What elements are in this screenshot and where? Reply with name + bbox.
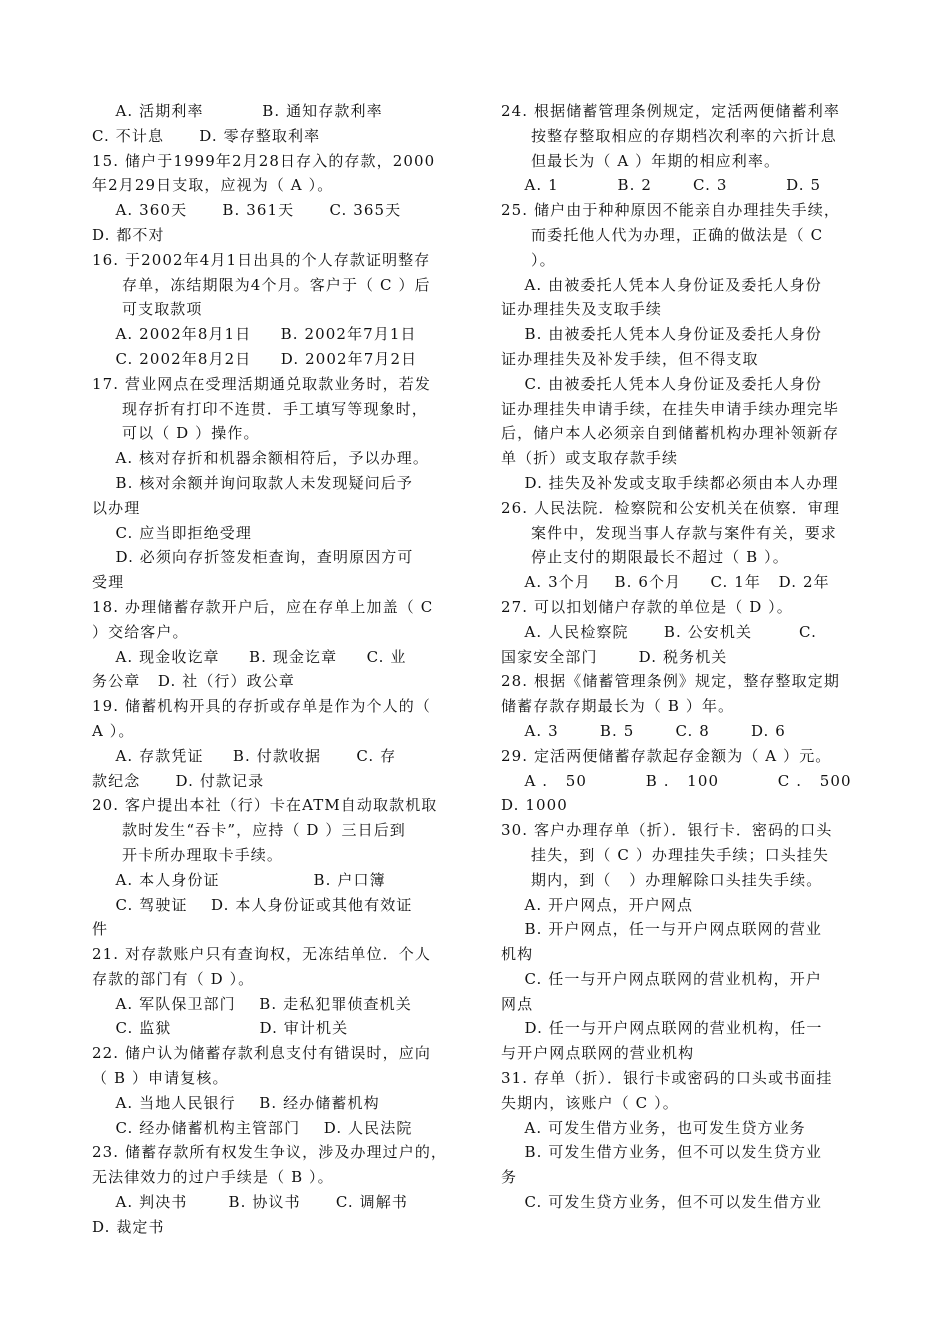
text-line: 款时发生“吞卡”，应持（ D ）三日后到 <box>122 821 406 840</box>
text-line: B. 核对余额并询问取款人未发现疑问后予 <box>92 473 414 492</box>
text-line: 款纪念 D. 付款记录 <box>92 771 265 790</box>
text-line: 单（折）或支取存款手续 <box>501 449 679 468</box>
text-line: A. 1 B. 2 C. 3 D. 5 <box>501 176 822 195</box>
text-line: A. 3个月 B. 6个月 C. 1年 D. 2年 <box>501 573 830 592</box>
text-line: 23. 储蓄存款所有权发生争议，涉及办理过户的， <box>92 1143 448 1162</box>
text-line: 期内，到（ ）办理解除口头挂失手续。 <box>531 870 823 889</box>
text-line: 务 <box>501 1168 518 1187</box>
text-line: D. 1000 <box>501 796 568 815</box>
text-line: C. 可发生贷方业务，但不可以发生借方业 <box>501 1193 822 1212</box>
text-line: 后，储户本人必须亲自到储蓄机构办理补领新存 <box>501 424 840 443</box>
text-line: 20. 客户提出本社（行）卡在ATM自动取款机取 <box>92 796 438 815</box>
text-line: 受理 <box>92 573 125 592</box>
text-line: C. 任一与开户网点联网的营业机构，开户 <box>501 969 822 988</box>
text-line: D. 挂失及补发或支取手续都必须由本人办理 <box>501 473 839 492</box>
text-line: 现存折有打印不连贯．手工填写等现象时， <box>122 399 428 418</box>
text-line: A. 核对存折和机器余额相符后，予以办理。 <box>92 449 429 468</box>
text-line: 机构 <box>501 945 534 964</box>
text-line: C. 应当即拒绝受理 <box>92 523 252 542</box>
text-line: 28. 根据《储蓄管理条例》规定，整存整取定期 <box>501 672 840 691</box>
text-line: 25. 储户由于种种原因不能亲自办理挂失手续， <box>501 201 840 220</box>
text-line: A. 360天 B. 361天 C. 365天 <box>92 201 402 220</box>
text-line: C. 2002年8月2日 D. 2002年7月2日 <box>92 349 418 368</box>
text-line: A. 当地人民银行 B. 经办储蓄机构 <box>92 1093 380 1112</box>
text-line: C. 由被委托人凭本人身份证及委托人身份 <box>501 374 822 393</box>
text-line: D. 任一与开户网点联网的营业机构，任一 <box>501 1019 823 1038</box>
text-line: 失期内，该账户（ C ）。 <box>501 1093 679 1112</box>
text-line: 15. 储户于1999年2月28日存入的存款，2000 <box>92 151 436 170</box>
text-line: A. 由被委托人凭本人身份证及委托人身份 <box>501 275 822 294</box>
text-line: 21. 对存款账户只有查询权，无冻结单位．个人 <box>92 945 431 964</box>
text-line: 而委托他人代为办理，正确的做法是（ C <box>531 225 824 244</box>
text-line: 与开户网点联网的营业机构 <box>501 1044 695 1063</box>
text-line: A . 50 B . 100 C . 500 <box>501 771 852 790</box>
text-line: A. 存款凭证 B. 付款收据 C. 存 <box>92 746 397 765</box>
text-line: 证办理挂失及补发手续，但不得支取 <box>501 349 759 368</box>
text-line: 29. 定活两便储蓄存款起存金额为（ A ）元。 <box>501 746 832 765</box>
text-line: A. 活期利率 B. 通知存款利率 <box>92 102 383 120</box>
text-line: A. 3 B. 5 C. 8 D. 6 <box>501 721 786 740</box>
text-line: 挂失，到（ C ）办理挂失手续；口头挂失 <box>531 845 830 864</box>
text-line: 30. 客户办理存单（折）．银行卡．密码的口头 <box>501 821 833 840</box>
text-line: A. 2002年8月1日 B. 2002年7月1日 <box>92 325 417 344</box>
text-line: A. 开户网点，开户网点 <box>501 895 694 914</box>
text-line: C. 不计息 D. 零存整取利率 <box>92 126 321 145</box>
text-line: C. 驾驶证 D. 本人身份证或其他有效证 <box>92 895 413 914</box>
text-line: B. 由被委托人凭本人身份证及委托人身份 <box>501 325 823 344</box>
text-line: C. 经办储蓄机构主管部门 D. 人民法院 <box>92 1118 413 1137</box>
text-line: 案件中，发现当事人存款与案件有关，要求 <box>531 523 837 542</box>
text-line: 停止支付的期限最长不超过（ B ）。 <box>531 548 789 567</box>
text-line: 24. 根据储蓄管理条例规定，定活两便储蓄利率 <box>501 102 840 120</box>
text-line: 16. 于2002年4月1日出具的个人存款证明整存 <box>92 250 431 269</box>
text-line: 按整存整取相应的存期档次利率的六折计息 <box>531 126 837 145</box>
text-line: 31. 存单（折）．银行卡或密码的口头或书面挂 <box>501 1069 833 1088</box>
text-line: 22. 储户认为储蓄存款利息支付有错误时，应向 <box>92 1044 431 1063</box>
text-line: 储蓄存款存期最长为（ B ）年。 <box>501 697 735 716</box>
text-line: 17. 营业网点在受理活期通兑取款业务时，若发 <box>92 374 431 393</box>
text-line: 无法律效力的过户手续是（ B ）。 <box>92 1168 334 1187</box>
text-line: 件 <box>92 920 109 939</box>
text-line: ）交给客户。 <box>92 622 189 641</box>
text-line: 年2月29日支取，应视为（ A ）。 <box>92 176 334 195</box>
text-line: 存款的部门有（ D ）。 <box>92 969 255 988</box>
text-line: 证办理挂失及支取手续 <box>501 300 663 319</box>
text-line: 开卡所办理取卡手续。 <box>122 845 284 864</box>
text-line: A. 判决书 B. 协议书 C. 调解书 <box>92 1193 408 1212</box>
text-line: D. 必须向存折签发柜查询，查明原因方可 <box>92 548 414 567</box>
left-column <box>92 99 452 1240</box>
text-line: D. 都不对 <box>92 225 165 244</box>
text-line: A. 军队保卫部门 B. 走私犯罪侦查机关 <box>92 994 412 1013</box>
text-line: A. 可发生借方业务，也可发生贷方业务 <box>501 1118 806 1137</box>
text-line: （ B ）申请复核。 <box>92 1069 229 1088</box>
text-line: ）。 <box>531 250 556 269</box>
text-line: 19. 储蓄机构开具的存折或存单是作为个人的（ <box>92 697 431 716</box>
text-line: A. 现金收讫章 B. 现金讫章 C. 业 <box>92 647 407 666</box>
text-line: B. 可发生借方业务，但不可以发生贷方业 <box>501 1143 823 1162</box>
right-column <box>501 99 861 1215</box>
text-line: 可支取款项 <box>122 300 203 319</box>
text-line: A ）。 <box>92 721 135 740</box>
text-line: 存单，冻结期限为4个月。客户于（ C ）后 <box>122 275 431 294</box>
text-line: C. 监狱 D. 审计机关 <box>92 1019 349 1038</box>
text-line: 26. 人民法院．检察院和公安机关在侦察．审理 <box>501 498 840 517</box>
text-line: 证办理挂失申请手续，在挂失申请手续办理完毕 <box>501 399 840 418</box>
text-line: A. 本人身份证 B. 户口簿 <box>92 870 386 889</box>
text-line: A. 人民检察院 B. 公安机关 C. <box>501 622 817 641</box>
text-line: 务公章 D. 社（行）政公章 <box>92 672 295 691</box>
text-line: B. 开户网点，任一与开户网点联网的营业 <box>501 920 823 939</box>
text-line: 27. 可以扣划储户存款的单位是（ D ）。 <box>501 597 793 616</box>
text-line: 国家安全部门 D. 税务机关 <box>501 647 728 666</box>
text-line: 可以（ D ）操作。 <box>122 424 260 443</box>
text-line: D. 裁定书 <box>92 1217 165 1236</box>
text-line: 网点 <box>501 994 534 1013</box>
text-line: 但最长为（ A ）年期的相应利率。 <box>531 151 781 170</box>
text-line: 18. 办理储蓄存款开户后，应在存单上加盖（ C <box>92 597 434 616</box>
text-line: 以办理 <box>92 498 141 517</box>
